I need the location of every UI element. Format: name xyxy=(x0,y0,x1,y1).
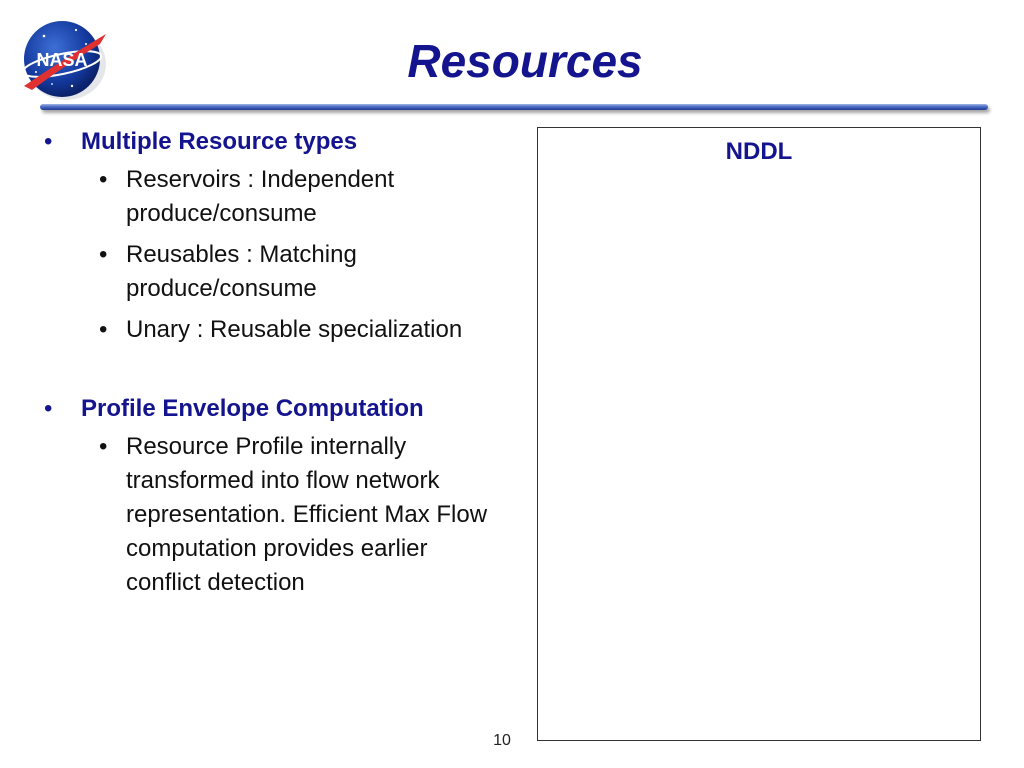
bullet-text: Unary : Reusable specialization xyxy=(126,316,463,343)
section-resource-types xyxy=(42,128,502,347)
bullet-icon: • xyxy=(99,316,108,343)
section-profile-envelope xyxy=(42,395,502,600)
bullet-level2 xyxy=(42,430,502,600)
bullet-icon: • xyxy=(99,166,108,193)
bullet-icon: • xyxy=(99,241,108,268)
title-divider xyxy=(40,104,988,110)
bullet-content xyxy=(42,128,502,600)
bullet-level2 xyxy=(42,163,502,231)
nasa-logo xyxy=(14,14,114,104)
nddl-panel-label: NDDL xyxy=(725,138,793,165)
nasa-meatball-icon xyxy=(14,14,114,104)
bullet-icon: • xyxy=(44,128,53,155)
nasa-logo-text: NASA xyxy=(36,50,88,70)
slide-title: Resources xyxy=(407,35,643,87)
bullet-text: Resource Profile internally transformed into flow network representation. Efficient Max Flow computation provides earlier conflict detection xyxy=(126,433,488,596)
section-heading: Profile Envelope Computation xyxy=(81,395,424,422)
bullet-level2 xyxy=(42,238,502,306)
bullet-level1 xyxy=(42,395,502,423)
nddl-panel xyxy=(537,127,981,741)
bullet-text: Reservoirs : Independent produce/consume xyxy=(126,166,395,227)
bullet-icon: • xyxy=(44,395,53,422)
section-heading: Multiple Resource types xyxy=(81,128,358,155)
page-number: 10 xyxy=(493,732,511,749)
bullet-icon: • xyxy=(99,433,108,460)
bullet-level2 xyxy=(42,313,502,347)
bullet-level1 xyxy=(42,128,502,156)
bullet-text: Reusables : Matching produce/consume xyxy=(126,241,357,302)
